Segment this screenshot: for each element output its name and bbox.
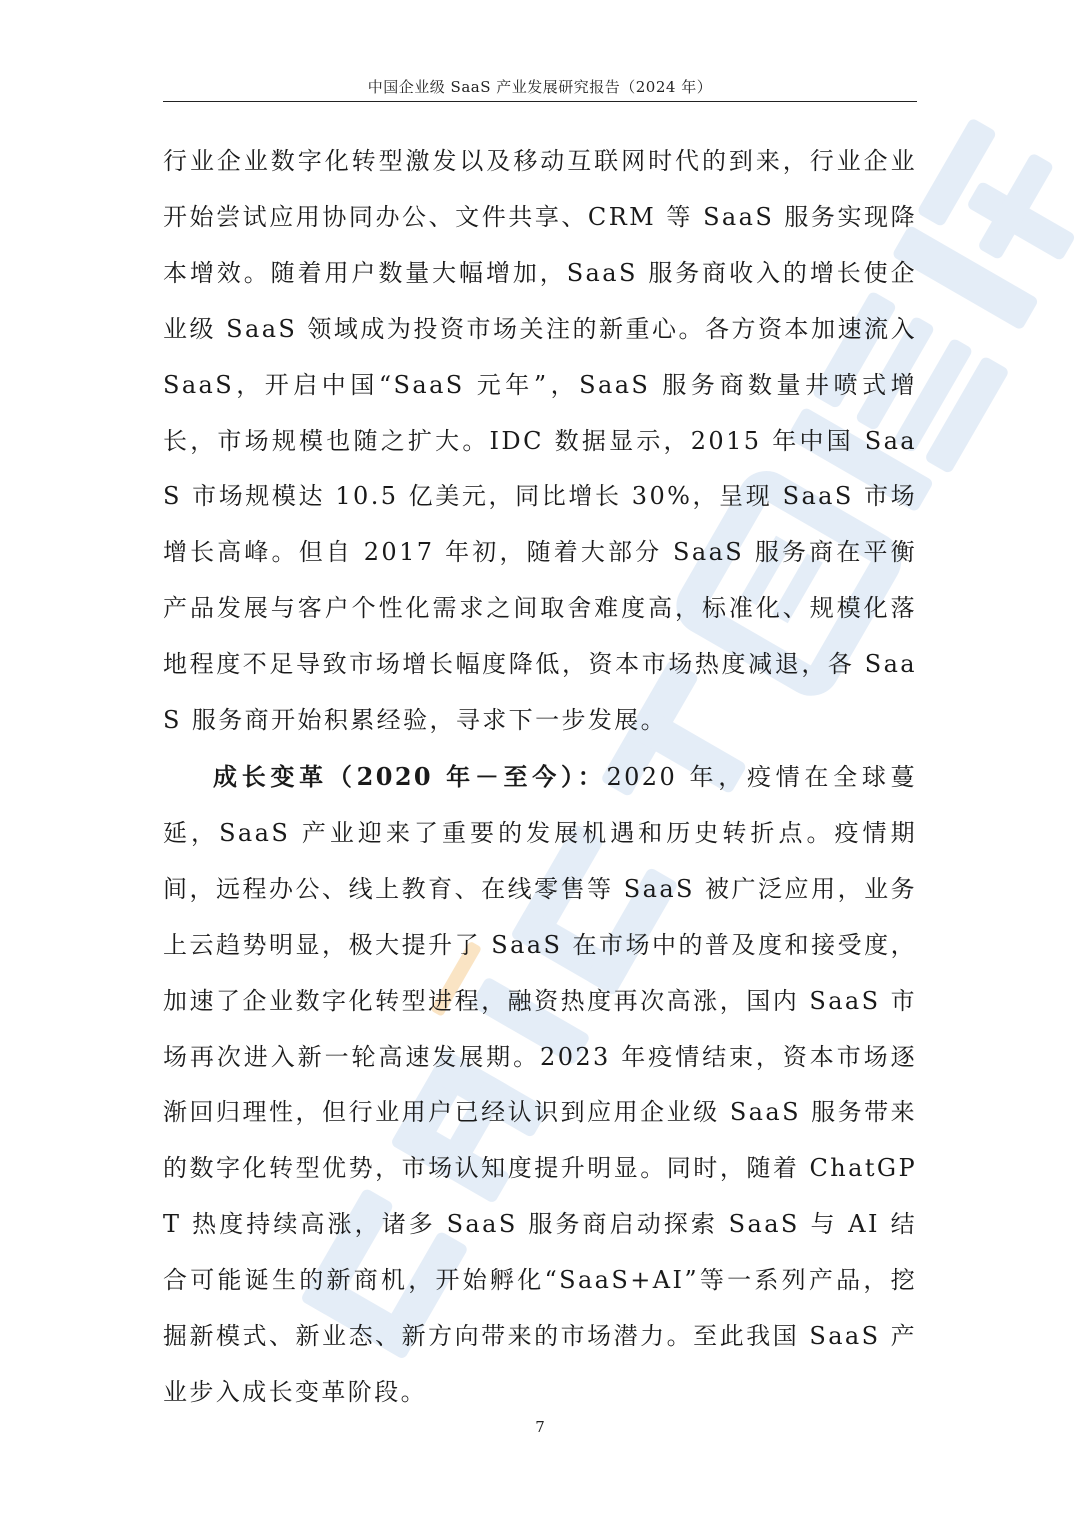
paragraph-2-lead: 成长变革（2020 年－至今）： (213, 761, 607, 791)
paragraph-1 (163, 134, 917, 749)
header-rule (163, 101, 917, 102)
page-number: 7 (535, 1418, 545, 1436)
body-text (163, 134, 917, 1421)
paragraph-2-text: 2020 年，疫情在全球蔓延，SaaS 产业迎来了重要的发展机遇和历史转折点。疫情期间，远程办公、线上教育、在线零售等 SaaS 被广泛应用，业务上云趋势明显，极大提升了 SaaS 在市场中的普及度和接受度，加速了企业数字化转型进程，融资热度再次高涨，国内 SaaS 市场再次进入新一轮高速发展期。2023 年疫情结束，资本市场逐渐回归理性，但行业用户已经认识到应用企业级 SaaS 服务带来的数字化转型优势，市场认知度提升明显。同时，随着 ChatGPT 热度持续高涨，诸多 SaaS 服务商启动探索 SaaS 与 AI 结合可能诞生的新商机，开始孵化“SaaS+AI”等一系列产品，挖掘新模式、新业态、新方向带来的市场潜力。至此我国 SaaS 产业步入成长变革阶段。 (163, 762, 917, 1406)
paragraph-1-text: 行业企业数字化转型激发以及移动互联网时代的到来，行业企业开始尝试应用协同办公、文件共享、CRM 等 SaaS 服务实现降本增效。随着用户数量大幅增加，SaaS 服务商收入的增长使企业级 SaaS 领域成为投资市场关注的新重心。各方资本加速流入 SaaS，开启中国“SaaS 元年”，SaaS 服务商数量井喷式增长，市场规模也随之扩大。IDC 数据显示，2015 年中国 SaaS 市场规模达 10.5 亿美元，同比增长 30%，呈现 SaaS 市场增长高峰。但自 2017 年初，随着大部分 SaaS 服务商在平衡产品发展与客户个性化需求之间取舍难度高，标准化、规模化落地程度不足导致市场增长幅度降低，资本市场热度减退，各 SaaS 服务商开始积累经验，寻求下一步发展。 (163, 147, 917, 735)
paragraph-2 (163, 749, 917, 1421)
running-header: 中国企业级 SaaS 产业发展研究报告（2024 年） (367, 78, 713, 96)
